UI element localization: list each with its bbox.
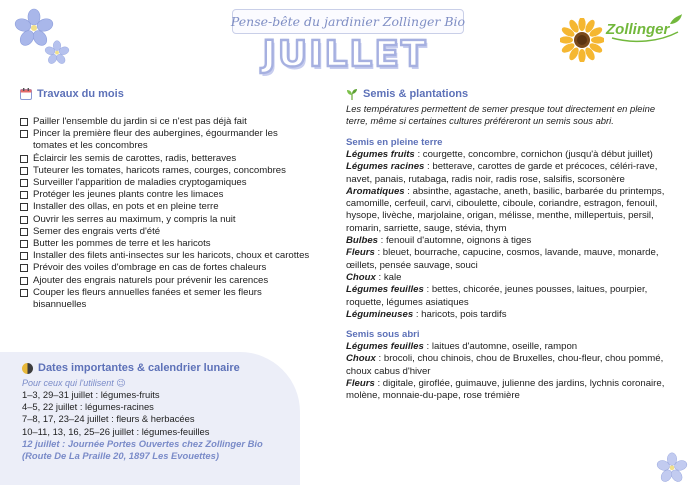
- task-checkbox[interactable]: [20, 155, 28, 163]
- travaux-heading-label: Travaux du mois: [37, 88, 124, 100]
- pleine-terre-heading: Semis en pleine terre: [346, 137, 443, 148]
- crop-line: [346, 309, 668, 321]
- task-item: [20, 165, 312, 177]
- crop-text: : courgette, concombre, cornichon (jusqu'à début juillet): [414, 149, 653, 160]
- crop-label: Légumineuses: [346, 308, 414, 320]
- task-text: Pincer la première fleur des aubergines, égourmander les tomates et les concombres: [33, 128, 278, 152]
- semis-intro: Les températures permettent de semer presque tout directement en pleine terre, même si certaines cultures préféreront un semis sous abri.: [346, 103, 656, 126]
- task-checkbox[interactable]: [20, 252, 28, 260]
- crop-line: [346, 161, 668, 186]
- pleine-terre-list: [346, 149, 668, 321]
- dates-heading: [22, 362, 240, 374]
- task-text: Pailler l'ensemble du jardin si ce n'est pas déjà fait: [33, 116, 247, 127]
- task-item: [20, 238, 312, 250]
- task-text: Surveiller l'apparition de maladies cryptogamiques: [33, 177, 247, 189]
- crop-label: Fleurs: [346, 247, 375, 259]
- crop-text: : haricots, pois tardifs: [413, 308, 507, 320]
- crop-label: Aromatiques: [346, 185, 405, 197]
- task-item: [20, 250, 312, 262]
- task-checkbox[interactable]: [20, 179, 28, 187]
- task-text: Protéger les jeunes plants contre les limaces: [33, 189, 224, 201]
- task-text: Prévoir des voiles d'ombrage en cas de fortes chaleurs: [33, 262, 267, 274]
- date-line: 10–11, 13, 16, 25–26 juillet : légumes-feuilles: [22, 425, 210, 437]
- crop-text: : bleuet, bourrache, capucine, cosmos, lavande, mauve, monarde, œillets, pensée sauvage, souci: [346, 247, 659, 271]
- task-text: Tuteurer les tomates, haricots rames, courges, concombres: [33, 164, 286, 176]
- crop-label: Légumes racines: [346, 161, 425, 173]
- crop-line: [346, 186, 668, 235]
- crop-label: Choux: [346, 271, 376, 283]
- task-item: [20, 214, 312, 226]
- sous-abri-list: [346, 341, 668, 402]
- task-checkbox[interactable]: [20, 228, 28, 236]
- crop-line: [346, 235, 668, 247]
- zollinger-logo: [604, 10, 684, 50]
- semis-heading: [346, 88, 668, 100]
- task-text: Butter les pommes de terre et les haricots: [33, 238, 211, 250]
- crop-text: : bettes, chicorée, jeunes pousses, laitues, pourpier, roquette, légumes asiatiques: [346, 284, 648, 308]
- task-item: [20, 177, 312, 189]
- task-checkbox[interactable]: [20, 264, 28, 272]
- task-text: Éclaircir les semis de carottes, radis, betteraves: [33, 152, 237, 164]
- task-item: [20, 226, 312, 238]
- crop-line: [346, 353, 668, 378]
- travaux-heading: [20, 88, 312, 100]
- crop-label: Bulbes: [346, 235, 378, 247]
- crop-text: : laitues d'automne, oseille, rampon: [423, 341, 578, 353]
- task-item: [20, 128, 312, 152]
- task-item: [20, 153, 312, 165]
- moon-icon: [22, 363, 33, 374]
- sous-abri-heading: Semis sous abri: [346, 329, 420, 341]
- dates-heading-label: Dates importantes & calendrier lunaire: [38, 362, 240, 374]
- header-subtitle: Pense-bête du jardinier Zollinger Bio: [230, 14, 466, 29]
- calendar-icon: [20, 88, 32, 100]
- task-list: [20, 116, 312, 311]
- task-text: Ajouter des engrais naturels pour prévenir les carences: [33, 274, 269, 286]
- task-item: [20, 275, 312, 287]
- crop-text: : brocoli, chou chinois, chou de Bruxelles, chou-fleur, chou pommé, choux cabus d'hiver: [346, 353, 664, 377]
- date-line: 4–5, 22 juillet : légumes-racines: [22, 401, 154, 413]
- dates-note: Pour ceux qui l'utilisent 😉: [22, 378, 126, 388]
- task-checkbox[interactable]: [20, 240, 28, 248]
- crop-line: [346, 272, 668, 284]
- task-item: [20, 116, 312, 128]
- crop-text: : absinthe, agastache, aneth, basilic, barbarée du printemps, camomille, cerfeuil, carvi, ciboulette, ciboule, coriandre, estragon, fenouil, hysope, livèche, marjolaine, origan, mélisse, menthe, millepertuis, persil, romarin, sarriette, sauge, stévia, thym: [346, 185, 665, 234]
- task-text: Ouvrir les serres au maximum, y compris la nuit: [33, 213, 236, 225]
- task-checkbox[interactable]: [20, 289, 28, 297]
- crop-label: Légumes feuilles: [346, 284, 424, 296]
- event-address: (Route De La Praille 20, 1897 Les Evouettes): [22, 450, 219, 462]
- task-text: Installer des ollas, en pots et en pleine terre: [33, 201, 219, 213]
- crop-line: [346, 284, 668, 309]
- crop-label: Choux: [346, 353, 376, 365]
- task-text: Installer des filets anti-insectes sur les haricots, choux et carottes: [33, 250, 310, 262]
- date-line: 7–8, 17, 23–24 juillet : fleurs & herbacées: [22, 413, 195, 425]
- task-item: [20, 287, 312, 311]
- event-line: 12 juillet : Journée Portes Ouvertes chez Zollinger Bio: [22, 437, 263, 449]
- task-checkbox[interactable]: [20, 277, 28, 285]
- crop-label: Légumes fruits: [346, 149, 415, 160]
- crop-line: [346, 341, 668, 353]
- crop-text: : kale: [375, 271, 402, 283]
- flax-flower-icon: [656, 452, 688, 482]
- crop-text: : fenouil d'automne, oignons à tiges: [378, 235, 532, 247]
- travaux-section: [20, 88, 312, 311]
- crop-line: [346, 149, 668, 161]
- task-checkbox[interactable]: [20, 191, 28, 199]
- task-text: Couper les fleurs annuelles fanées et semer les fleurs bisannuelles: [33, 286, 262, 311]
- crop-text: : digitale, giroflée, guimauve, julienne des jardins, lychnis coronaire, molène, monnaie-du-pape, rose trémière: [346, 378, 665, 402]
- task-text: Semer des engrais verts d'été: [33, 225, 161, 237]
- task-item: [20, 201, 312, 213]
- crop-line: [346, 247, 668, 272]
- semis-heading-label: Semis & plantations: [363, 88, 469, 100]
- task-checkbox[interactable]: [20, 130, 28, 138]
- task-checkbox[interactable]: [20, 203, 28, 211]
- crop-label: Fleurs: [346, 378, 375, 390]
- semis-section: [346, 88, 668, 403]
- dates-block: [22, 377, 292, 462]
- page-title: JUILLET: [262, 34, 428, 75]
- crop-label: Légumes feuilles: [346, 341, 424, 353]
- header-banner: [232, 9, 464, 34]
- crop-text: : betterave, carottes de garde et précoces, céléri-rave, navet, panais, rutabaga, radis noir, radis rose, salsifis, scorsonère: [346, 161, 658, 185]
- task-item: [20, 262, 312, 274]
- sprout-icon: [346, 88, 358, 100]
- brand-name: Zollinger: [606, 21, 670, 38]
- task-checkbox[interactable]: [20, 167, 28, 175]
- task-checkbox[interactable]: [20, 118, 28, 126]
- zollinger-logo-icon: [604, 10, 684, 50]
- task-checkbox[interactable]: [20, 216, 28, 224]
- crop-line: [346, 378, 668, 403]
- task-item: [20, 189, 312, 201]
- date-line: 1–3, 29–31 juillet : légumes-fruits: [22, 389, 160, 400]
